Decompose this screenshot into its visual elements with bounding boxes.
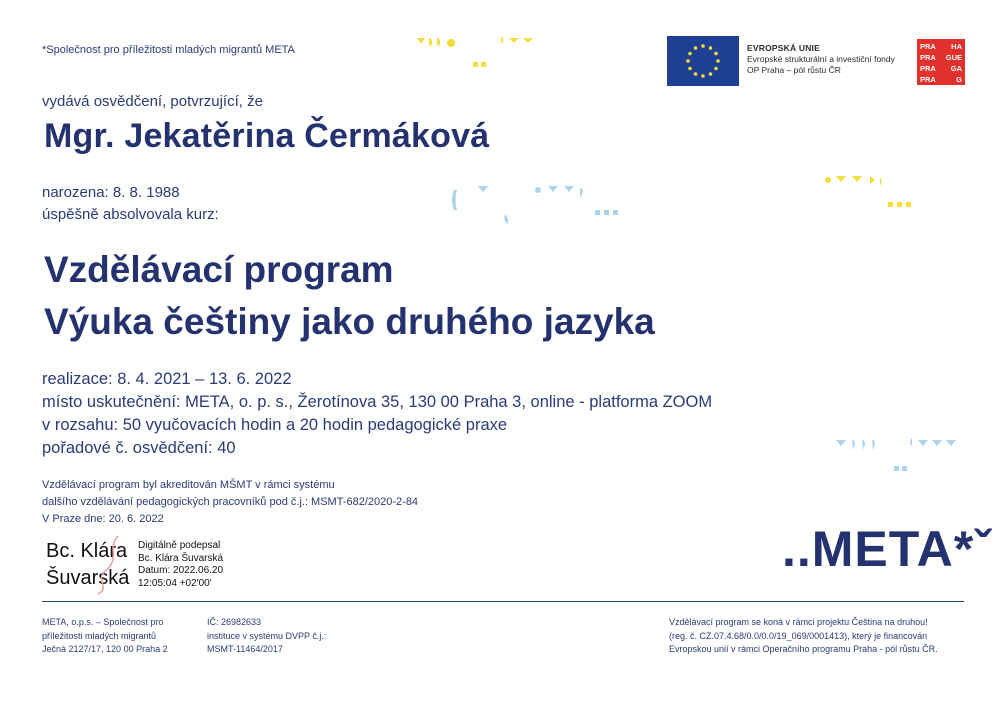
- praha-logo-text: GUE: [945, 53, 962, 62]
- signature-info-1: Digitálně podepsal: [138, 540, 221, 551]
- course-line-2: Výuka češtiny jako druhého jazyka: [44, 301, 655, 342]
- footer-text: Vzdělávací program se koná v rámci projektu Čeština na druhou!: [669, 617, 928, 627]
- praha-logo: [917, 39, 965, 85]
- footer-text: příležitosti mladých migrantů: [42, 630, 157, 641]
- signature-info-4: 12:05:04 +02'00': [138, 577, 212, 589]
- eu-funding-logo: [667, 36, 905, 86]
- holder-name: Mgr. Jekatěrina Čermáková: [44, 117, 490, 155]
- accreditation-block: [42, 477, 418, 528]
- certificate-number-line: pořadové č. osvědčení: 40: [42, 439, 236, 457]
- signature-info-3: Datum: 2022.06.20: [138, 565, 224, 576]
- footer-divider: [42, 601, 964, 602]
- eu-line-3: OP Praha – pól růstu ČR: [747, 65, 841, 75]
- place-line: místo uskutečnění: META, o. p. s., Žerotínova 35, 130 00 Praha 3, online - platforma ZOOM: [42, 393, 713, 411]
- eu-star: [694, 72, 698, 76]
- decorative-diacritics-yellow-right: [822, 172, 922, 214]
- eu-text: [747, 43, 895, 76]
- footer-project: [669, 616, 938, 657]
- scope-line: v rozsahu: 50 vyučovacích hodin a 20 hodin pedagogické praxe: [42, 416, 508, 434]
- praha-logo-text: PRA: [920, 75, 936, 84]
- footer-text: instituce v systému DVPP č.j.:: [207, 630, 327, 641]
- signature-info-2: Bc. Klára Šuvarská: [138, 552, 224, 564]
- praha-logo-text: PRA: [920, 42, 936, 51]
- praha-logo-text: PRA: [920, 64, 936, 73]
- decorative-diacritics-blue-mid: [448, 182, 628, 232]
- realization-line: realizace: 8. 4. 2021 – 13. 6. 2022: [42, 370, 292, 388]
- praha-logo-text: PRA: [920, 53, 936, 62]
- completed-line: úspěšně absolvovala kurz:: [42, 206, 219, 223]
- digital-signature-info: [138, 540, 223, 590]
- eu-star: [714, 52, 718, 56]
- footer-registration: [207, 616, 326, 657]
- accreditation-line-1: Vzdělávací program byl akreditován MŠMT v rámci systému: [42, 479, 335, 491]
- signature-name-line-2: Šuvarská: [46, 567, 130, 589]
- praha-logo-text: G: [956, 75, 962, 84]
- organization-note: *Společnost pro příležitosti mladých migrantů META: [42, 44, 295, 56]
- footer-text: META, o.p.s. – Společnost pro: [42, 617, 164, 627]
- accreditation-line-2: dalšího vzdělávání pedagogických pracovníků pod č.j.: MSMT-682/2020-2-84: [42, 496, 419, 508]
- decorative-diacritics-yellow-top: [413, 34, 548, 74]
- footer-text: (reg. č. CZ.07.4.68/0.0/0.0/19_069/0001413), který je financován: [669, 630, 928, 641]
- course-line-1: Vzdělávací program: [44, 249, 394, 290]
- eu-line-1: EVROPSKÁ UNIE: [747, 43, 820, 53]
- eu-flag-icon: [667, 36, 739, 86]
- course-title: [44, 244, 655, 348]
- birth-info: [42, 182, 219, 226]
- praha-logo-text: HA: [951, 42, 962, 51]
- eu-star: [701, 74, 705, 78]
- eu-star: [688, 52, 692, 56]
- course-details: [42, 368, 712, 460]
- eu-star: [709, 72, 713, 76]
- praha-logo-text: GA: [950, 64, 962, 73]
- footer-text: MSMT-11464/2017: [207, 644, 283, 654]
- decorative-diacritics-blue-right: [832, 436, 962, 476]
- eu-line-2: Evropské strukturální a investiční fondy: [747, 54, 895, 64]
- eu-star: [686, 59, 690, 63]
- eu-star: [709, 46, 713, 50]
- signature-stroke-icon: [92, 532, 124, 596]
- meta-logo: ..META*ˇ: [782, 521, 992, 577]
- footer-organization: [42, 616, 168, 657]
- eu-star: [716, 59, 720, 63]
- footer-text: Evropskou unií v rámci Operačního programu Praha - pól růstu ČR.: [669, 644, 938, 654]
- eu-star: [688, 67, 692, 71]
- eu-star: [694, 46, 698, 50]
- signature-name-line-1: Bc. Klára: [46, 540, 128, 562]
- eu-star: [701, 44, 705, 48]
- footer-text: Ječná 2127/17, 120 00 Praha 2: [42, 644, 168, 654]
- footer-text: IČ: 26982633: [207, 617, 262, 627]
- date-line: V Praze dne: 20. 6. 2022: [42, 513, 164, 525]
- issues-line: vydává osvědčení, potvrzující, že: [42, 93, 263, 110]
- eu-star: [714, 67, 718, 71]
- born-line: narozena: 8. 8. 1988: [42, 184, 180, 201]
